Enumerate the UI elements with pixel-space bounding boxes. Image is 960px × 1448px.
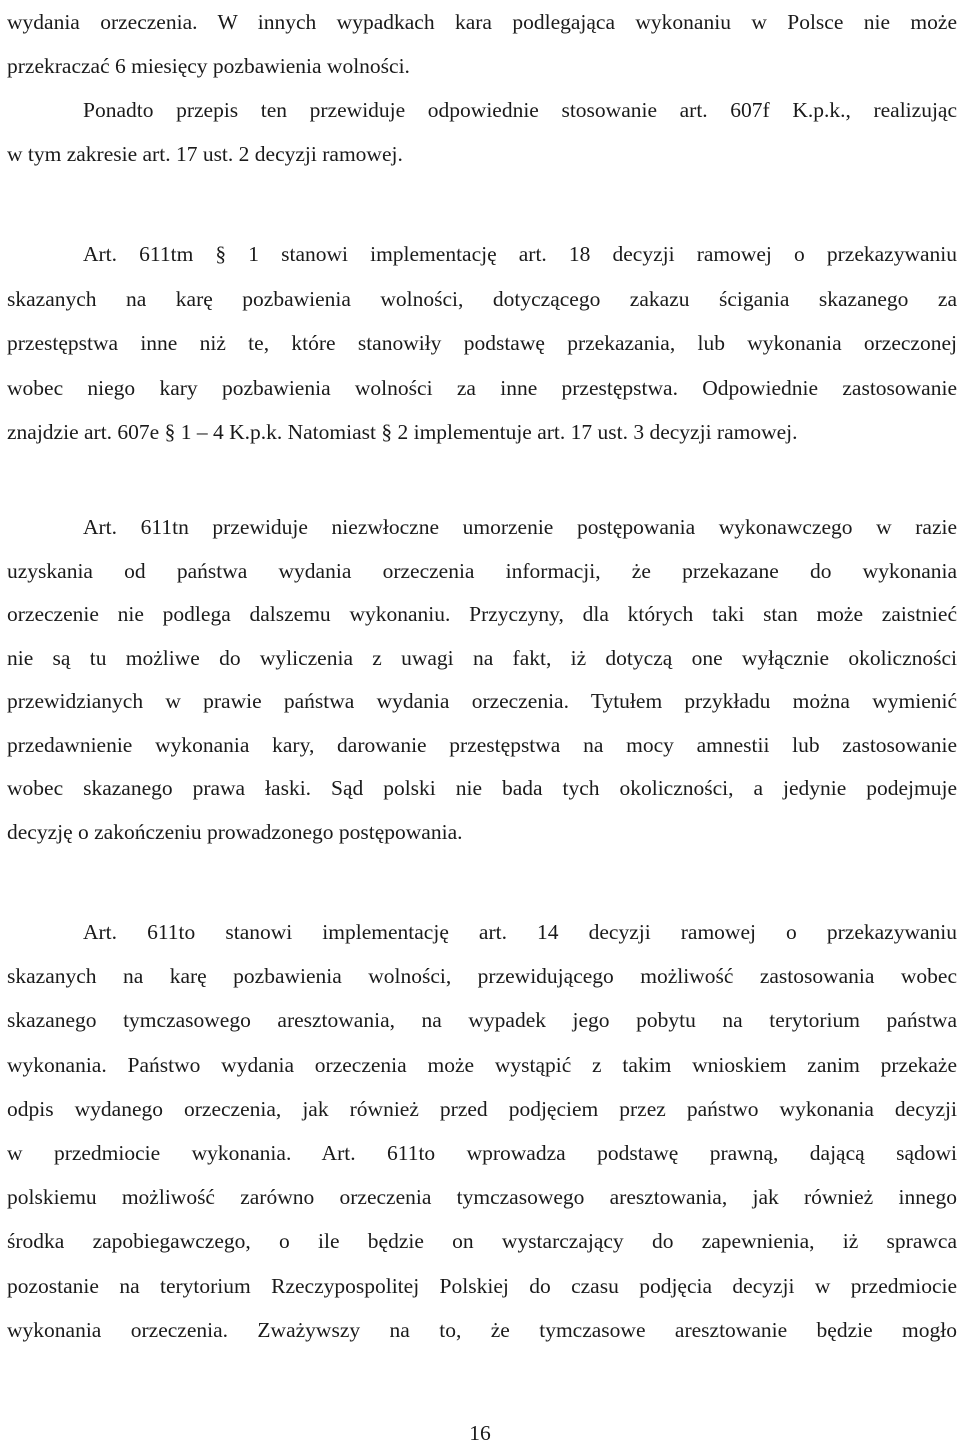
text-line: w tym zakresie art. 17 ust. 2 decyzji ramowej. xyxy=(7,142,403,166)
text-line: przestępstwa inne niż te, które stanowiły podstawę przekazania, lub wykonania orzeczonej xyxy=(7,331,957,355)
paragraph-art-607f xyxy=(7,88,957,176)
text-line: Ponadto przepis ten przewiduje odpowiednie stosowanie art. 607f K.p.k., realizując xyxy=(83,98,957,122)
text-line: Art. 611tm § 1 stanowi implementację art. 18 decyzji ramowej o przekazywaniu xyxy=(83,242,957,266)
text-line: wobec niego kary pozbawienia wolności za inne przestępstwa. Odpowiednie zastosowanie xyxy=(7,375,957,400)
paragraph-art-611to xyxy=(7,910,957,1352)
text-line: w przedmiocie wykonania. Art. 611to wprowadza podstawę prawną, dającą sądowi xyxy=(7,1141,957,1166)
text-line: nie są tu możliwe do wyliczenia z uwagi na fakt, iż dotyczą one wyłącznie okoliczności xyxy=(7,645,957,670)
paragraph-art-611tm xyxy=(7,232,957,455)
text-line: Art. 611to stanowi implementację art. 14 decyzji ramowej o przekazywaniu xyxy=(83,920,957,944)
text-line: orzeczenie nie podlega dalszemu wykonaniu. Przyczyny, dla których taki stan może zaistnieć xyxy=(7,602,957,626)
text-line: decyzję o zakończeniu prowadzonego postępowania. xyxy=(7,819,463,844)
text-line: skazanych na karę pozbawienia wolności, przewidującego możliwość zastosowania wobec xyxy=(7,964,957,989)
text-line: skazanego tymczasowego aresztowania, na wypadek jego pobytu na terytorium państwa xyxy=(7,1008,957,1033)
text-line: wobec skazanego prawa łaski. Sąd polski nie bada tych okoliczności, a jedynie podejmuje xyxy=(7,776,957,800)
text-line: skazanych na karę pozbawienia wolności, dotyczącego zakazu ścigania skazanego za xyxy=(7,286,957,311)
text-line: wykonania orzeczenia. Zważywszy na to, że tymczasowe aresztowanie będzie mogło xyxy=(7,1317,957,1342)
text-line: pozostanie na terytorium Rzeczypospolitej Polskiej do czasu podjęcia decyzji w przedmiocie xyxy=(7,1273,957,1298)
paragraph-art-611tn xyxy=(7,506,957,854)
text-line: znajdzie art. 607e § 1 – 4 K.p.k. Natomiast § 2 implementuje art. 17 ust. 3 decyzji ramowej. xyxy=(7,420,798,444)
text-line: środka zapobiegawczego, o ile będzie on wystarczający do zapewnienia, iż sprawca xyxy=(7,1229,957,1254)
text-line: uzyskania od państwa wydania orzeczenia informacji, że przekazane do wykonania xyxy=(7,558,957,583)
page-number: 16 xyxy=(469,1421,491,1445)
text-line: przekraczać 6 miesięcy pozbawienia wolności. xyxy=(7,54,410,78)
text-line: przewidzianych w prawie państwa wydania orzeczenia. Tytułem przykładu można wymienić xyxy=(7,689,957,713)
text-line: polskiemu możliwość zarówno orzeczenia tymczasowego aresztowania, jak również innego xyxy=(7,1185,957,1210)
text-line: wydania orzeczenia. W innych wypadkach kara podlegająca wykonaniu w Polsce nie może xyxy=(7,10,957,34)
paragraph-continuation xyxy=(7,0,957,88)
text-line: wykonania. Państwo wydania orzeczenia może wystąpić z takim wnioskiem zanim przekaże xyxy=(7,1052,957,1077)
text-line: odpis wydanego orzeczenia, jak również przed podjęciem przez państwo wykonania decyzji xyxy=(7,1096,957,1121)
text-line: przedawnienie wykonania kary, darowanie przestępstwa na mocy amnestii lub zastosowanie xyxy=(7,732,957,757)
text-line: Art. 611tn przewiduje niezwłoczne umorzenie postępowania wykonawczego w razie xyxy=(83,515,957,539)
